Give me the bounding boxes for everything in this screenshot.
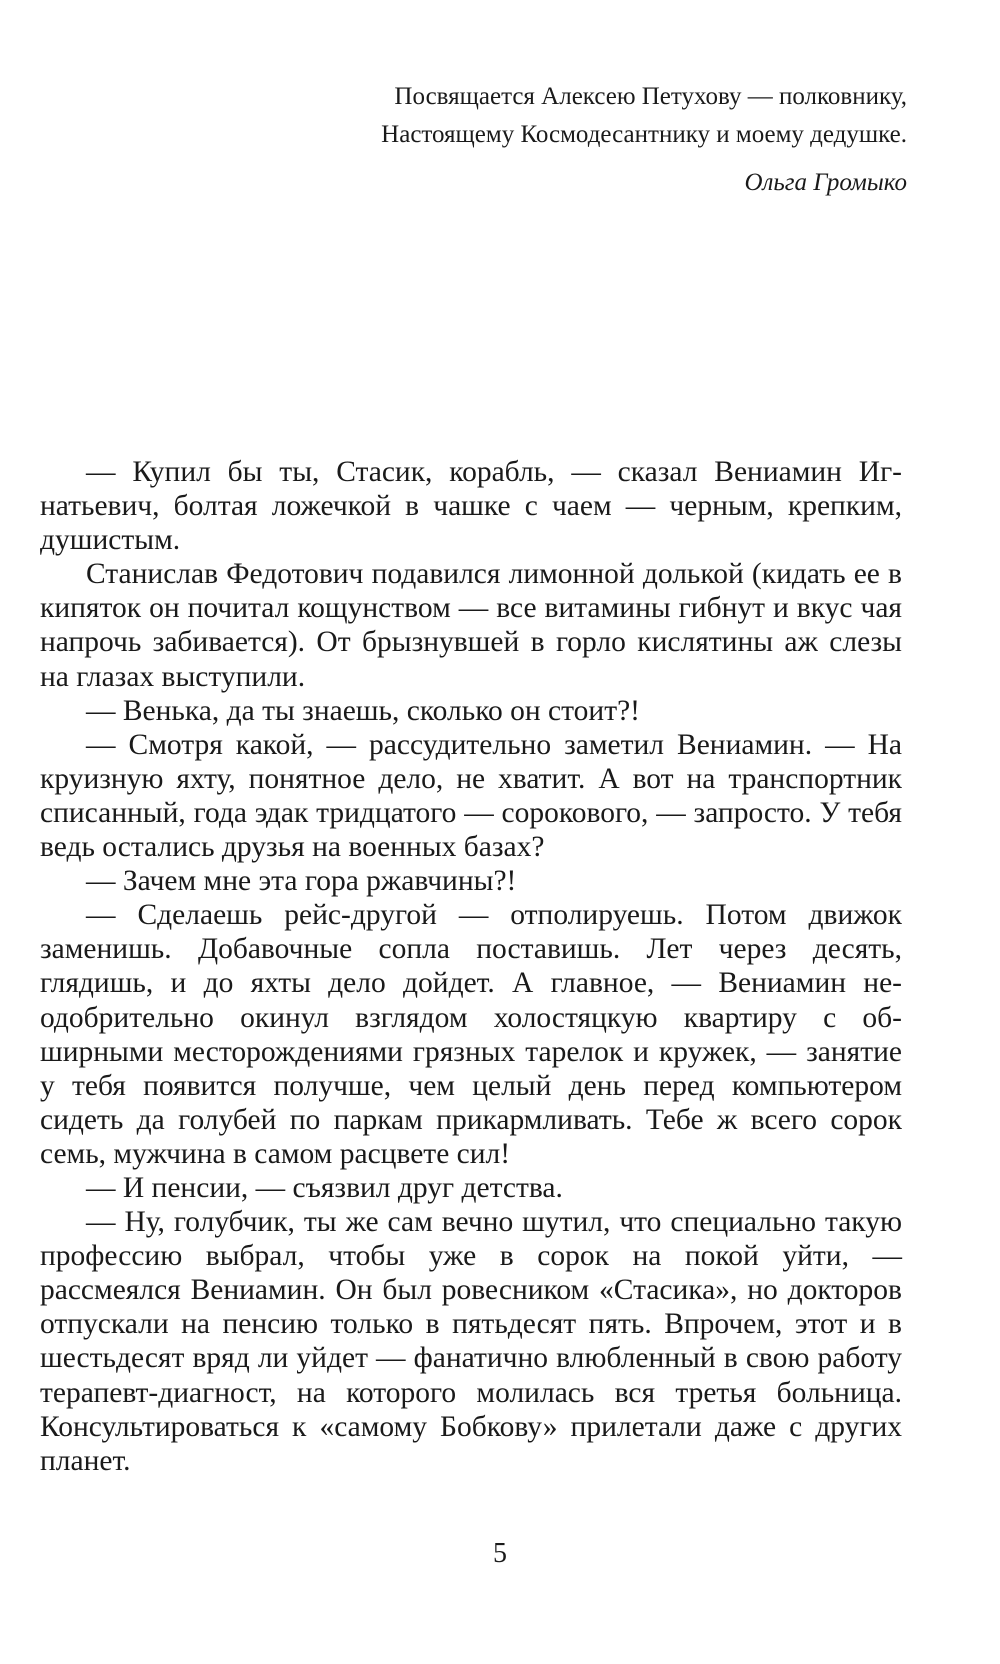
epigraph-author: Ольга Громыко xyxy=(744,169,907,196)
body-text xyxy=(40,455,902,1478)
paragraph: — Ну, голубчик, ты же сам вечно шутил, что специально такую профессию выбрал, чтобы уже в сорок на покой уйти, — рассмеялся Вениамин. Он был ровесником «Стасика», но докторов отпускали на пенсию только в пятьдесят пять. Впрочем, этот и в шестьдесят вряд ли уйдет — фанатично влюбленный в свою работу терапевт-диагност, на которого молилась вся третья больница. Консультироваться к «самому Бобкову» прилетали даже с других планет. xyxy=(40,1206,902,1477)
paragraph: — Венька, да ты знаешь, сколько он стоит?! xyxy=(86,694,641,727)
paragraph: — И пенсии, — съязвил друг детства. xyxy=(86,1171,563,1204)
epigraph-line: Настоящему Космодесантнику и моему дедушке. xyxy=(381,121,907,148)
page-number: 5 xyxy=(493,1538,507,1569)
paragraph: — Сделаешь рейс-другой — отполируешь. Потом движок заменишь. Добавочные сопла поставишь. Лет через десять, глядишь, и до яхты дело дойдет. А главное, — Вениамин неодобрительно окинул взглядом холостяцкую квартиру с обширными месторождениями грязных тарелок и кружек, — занятие у тебя появится получше, чем целый день перед компьютером сидеть да голубей по паркам прикармливать. Тебе ж всего сорок семь, мужчина в самом расцвете сил! xyxy=(40,899,902,1170)
epigraph xyxy=(147,78,907,202)
paragraph: Станислав Федотович подавился лимонной долькой (кидать ее в кипяток он почитал кощунством — все витамины гибнут и вкус чая напрочь забивается). От брызнувшей в горло кислятины аж слезы на глазах выступили. xyxy=(40,558,902,693)
paragraph: — Смотря какой, — рассудительно заметил Вениамин. — На круизную яхту, понятное дело, не хватит. А вот на транспортник списанный, года эдак тридцатого — сорокового, — запросто. У тебя ведь остались друзья на военных базах? xyxy=(40,728,902,864)
paragraph: — Зачем мне эта гора ржавчины?! xyxy=(86,865,517,898)
paragraph: — Купил бы ты, Стасик, корабль, — сказал Вениамин Игнатьевич, болтая ложечкой в чашке с чаем — черным, крепким, душистым. xyxy=(40,456,902,557)
epigraph-line: Посвящается Алексею Петухову — полковнику, xyxy=(394,83,907,110)
